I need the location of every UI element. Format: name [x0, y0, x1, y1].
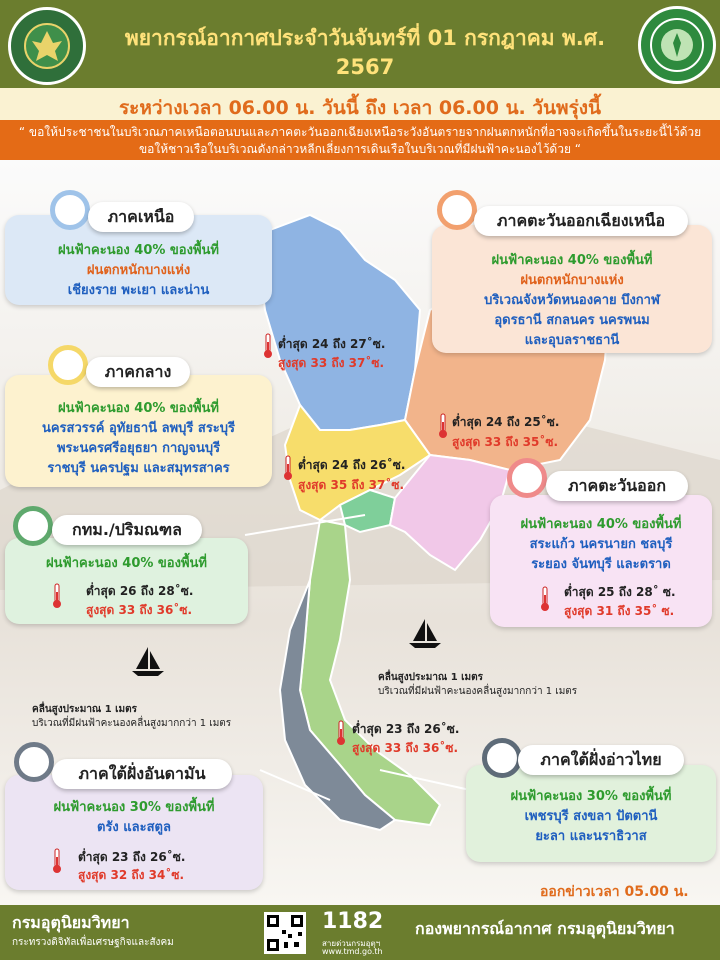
forecast-period: ระหว่างเวลา 06.00 น. วันนี้ ถึง เวลา 06.00 น. วันพรุ่งนี้	[118, 97, 602, 119]
bangkok-label: กทม./ปริมณฑล	[52, 515, 202, 545]
northeast-temp-min: ต่ำสุด 24 ถึง 25˚ซ.	[452, 415, 560, 429]
northeast-rain: ฝนฟ้าคะนอง 40% ของพื้นที่	[491, 253, 653, 268]
northeast-heavy-rain: ฝนตกหนักบางแห่ง	[520, 273, 624, 288]
ministry-seal-logo	[8, 7, 86, 85]
northeast-area-0: บริเวณจังหวัดหนองคาย บึงกาฬ	[484, 293, 660, 308]
east-temp-max: สูงสุด 31 ถึง 35˚ ซ.	[564, 604, 675, 618]
thermometer-icon	[438, 413, 448, 439]
central-area-1: พระนครศรีอยุธยา กาญจนบุรี	[56, 441, 221, 456]
footer-org: กรมอุตุนิยมวิทยา	[12, 913, 130, 932]
footer-ministry: กระทรวงดิจิทัลเพื่อเศรษฐกิจและสังคม	[12, 937, 174, 948]
south-andaman-temp-min: ต่ำสุด 23 ถึง 26˚ซ.	[78, 850, 186, 864]
tmd-seal-logo	[638, 6, 716, 84]
sailboat-icon	[128, 645, 168, 677]
qr-code-icon[interactable]	[264, 912, 306, 954]
location-pin-icon	[507, 458, 547, 498]
footer-division: กองพยากรณ์อากาศ กรมอุตุนิยมวิทยา	[415, 919, 675, 938]
hotline-number: 1182	[322, 909, 384, 934]
gulf-wave-note: บริเวณที่มีฝนฟ้าคะนองคลื่นสูงมากกว่า 1 เมตร	[378, 686, 578, 697]
thermometer-icon	[52, 583, 62, 609]
south-gulf-temp-max: สูงสุด 33 ถึง 36˚ซ.	[352, 741, 459, 755]
central-temp-min: ต่ำสุด 24 ถึง 26˚ซ.	[298, 458, 406, 472]
northeast-area-2: และอุบลราชธานี	[524, 333, 620, 348]
north-heavy-rain: ฝนตกหนักบางแห่ง	[86, 263, 191, 278]
warning-line-2: ขอให้ชาวเรือในบริเวณดังกล่าวหลีกเลี่ยงการเดินเรือในบริเวณที่มีฝนฟ้าคะนองไว้ด้วย “	[138, 142, 582, 156]
location-pin-icon	[48, 345, 88, 385]
north-area-0: เชียงราย พะเยา และน่าน	[67, 283, 210, 298]
east-temp-min: ต่ำสุด 25 ถึง 28˚ ซ.	[564, 585, 676, 599]
north-temp-max: สูงสุด 33 ถึง 37˚ซ.	[278, 356, 385, 370]
south-gulf-rain: ฝนฟ้าคะนอง 30% ของพื้นที่	[510, 789, 672, 804]
thermometer-icon	[52, 848, 62, 874]
central-label: ภาคกลาง	[86, 357, 190, 387]
north-label: ภาคเหนือ	[88, 202, 194, 232]
north-temp-min: ต่ำสุด 24 ถึง 27˚ซ.	[278, 337, 386, 351]
bangkok-rain: ฝนฟ้าคะนอง 40% ของพื้นที่	[46, 556, 207, 571]
south-gulf-label: ภาคใต้ฝั่งอ่าวไทย	[518, 745, 684, 775]
northeast-area-1: อุดรธานี สกลนคร นครพนม	[494, 313, 650, 328]
east-label: ภาคตะวันออก	[546, 471, 688, 501]
location-pin-icon	[437, 190, 477, 230]
central-area-2: ราชบุรี นครปฐม และสมุทรสาคร	[47, 461, 230, 476]
northeast-temp-max: สูงสุด 33 ถึง 35˚ซ.	[452, 435, 559, 449]
east-area-0: สระแก้ว นครนายก ชลบุรี	[529, 537, 673, 552]
location-pin-icon	[14, 742, 54, 782]
bangkok-temp-max: สูงสุด 33 ถึง 36˚ซ.	[86, 603, 193, 617]
garuda-icon	[22, 21, 72, 71]
gulf-wave-height: คลื่นสูงประมาณ 1 เมตร	[378, 672, 484, 683]
location-pin-icon	[13, 506, 53, 546]
location-pin-icon	[50, 190, 90, 230]
east-area-1: ระยอง จันทบุรี และตราด	[531, 557, 671, 572]
andaman-wave-height: คลื่นสูงประมาณ 1 เมตร	[32, 704, 138, 715]
thermometer-icon	[336, 720, 346, 746]
south-gulf-temp-min: ต่ำสุด 23 ถึง 26˚ซ.	[352, 722, 460, 736]
sailboat-icon	[405, 617, 445, 649]
south-gulf-area-1: ยะลา และนราธิวาส	[535, 829, 647, 844]
south-andaman-rain: ฝนฟ้าคะนอง 30% ของพื้นที่	[53, 800, 215, 815]
website-link[interactable]: www.tmd.go.th	[322, 947, 383, 956]
thermometer-icon	[540, 586, 550, 612]
northeast-label: ภาคตะวันออกเฉียงเหนือ	[474, 206, 688, 236]
tmd-emblem-icon	[649, 17, 705, 73]
issued-time: ออกข่าวเวลา 05.00 น.	[540, 884, 689, 900]
map-region-north	[260, 215, 420, 430]
thermometer-icon	[283, 455, 293, 481]
central-temp-max: สูงสุด 35 ถึง 37˚ซ.	[298, 478, 405, 492]
location-pin-icon	[482, 738, 522, 778]
andaman-wave-note: บริเวณที่มีฝนฟ้าคะนองคลื่นสูงมากกว่า 1 เมตร	[32, 718, 232, 729]
thermometer-icon	[263, 333, 273, 359]
south-gulf-area-0: เพชรบุรี สงขลา ปัตตานี	[524, 809, 658, 824]
east-rain: ฝนฟ้าคะนอง 40% ของพื้นที่	[520, 517, 682, 532]
hotline-label: สายด่วนกรมอุตุฯ	[322, 939, 381, 948]
bangkok-temp-min: ต่ำสุด 26 ถึง 28˚ซ.	[86, 584, 194, 598]
south-andaman-area-0: ตรัง และสตูล	[97, 820, 171, 835]
central-area-0: นครสวรรค์ อุทัยธานี ลพบุรี สระบุรี	[41, 421, 236, 436]
south-andaman-label: ภาคใต้ฝั่งอันดามัน	[52, 759, 232, 789]
north-rain: ฝนฟ้าคะนอง 40% ของพื้นที่	[58, 243, 219, 258]
page-title: พยากรณ์อากาศประจำวันจันทร์ที่ 01 กรกฎาคม พ.ศ. 2567	[124, 26, 606, 79]
south-andaman-temp-max: สูงสุด 32 ถึง 34˚ซ.	[78, 868, 185, 882]
central-rain: ฝนฟ้าคะนอง 40% ของพื้นที่	[58, 401, 219, 416]
warning-line-1: “ ขอให้ประชาชนในบริเวณภาคเหนือตอนบนและภาคตะวันออกเฉียงเหนือระวังอันตรายจากฝนตกหนักที่อาจจะเกิดขึ้นในระยะนี้ไว้ด้วย	[18, 125, 702, 139]
